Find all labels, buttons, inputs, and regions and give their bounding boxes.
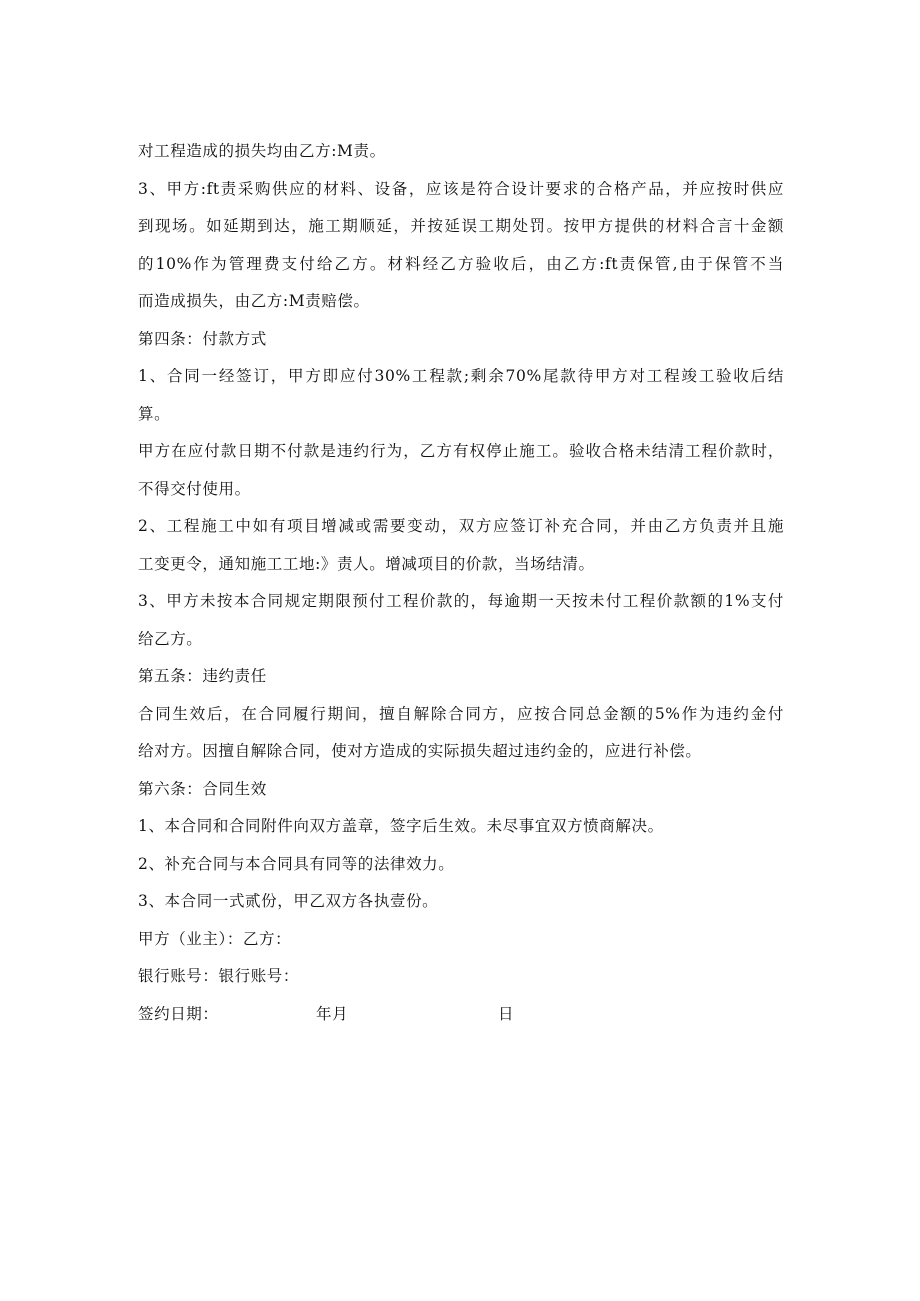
text-line: 甲方在应付款日期不付款是违约行为，乙方有权停止施工。验收合格未结清工程价款时， xyxy=(138,442,784,460)
text-line: 而造成损失，由乙方:M责赔偿。 xyxy=(138,292,370,310)
signing-date-label: 签约日期： xyxy=(138,1004,219,1023)
text-line: 3、甲方未按本合同规定期限预付工程价款的，每逾期一天按未付工程价款额的1%支付 xyxy=(138,592,784,610)
text-line: 3、本合同一式贰份，甲乙双方各执壹份。 xyxy=(138,892,439,910)
text-line: 不得交付使用。 xyxy=(138,479,251,498)
text-line: 合同生效后，在合同履行期间，擅自解除合同方，应按合同总金额的5%作为违约金付 xyxy=(138,704,784,723)
text-line: 1、本合同和合同附件向双方盖章，签字后生效。未尽事宜双方愤商解决。 xyxy=(138,817,664,835)
contract-text-lines xyxy=(138,133,784,996)
text-line: 给乙方。 xyxy=(138,629,203,648)
text-line: 2、工程施工中如有项目增减或需要变动，双方应签订补充合同，并由乙方负责并且施 xyxy=(138,517,784,535)
text-line: 1、合同一经签订，甲方即应付30%工程款;剩余70%尾款待甲方对工程竣工验收后结 xyxy=(138,367,784,385)
text-line: 3、甲方:ft责采购供应的材料、设备，应该是符合设计要求的合格产品，并应按时供应 xyxy=(138,179,784,198)
text-line: 算。 xyxy=(138,404,171,423)
signing-date-day: 日 xyxy=(498,1004,515,1023)
text-line: 对工程造成的损失均由乙方:M责。 xyxy=(138,142,386,160)
section-heading: 第四条：付款方式 xyxy=(138,329,267,348)
contract-body xyxy=(138,133,784,1033)
text-line: 银行账号：银行账号： xyxy=(138,967,300,985)
text-line: 工变更令，通知施工工地:》责人。增减项目的价款，当场结清。 xyxy=(138,554,595,573)
signing-date-year-month: 年月 xyxy=(316,1004,349,1023)
text-line: 给对方。因擅自解除合同，使对方造成的实际损失超过违约金的，应进行补偿。 xyxy=(138,742,702,760)
text-line: 2、补充合同与本合同具有同等的法律效力。 xyxy=(138,854,455,873)
section-heading: 第五条：违约责任 xyxy=(138,667,267,685)
text-line: 甲方（业主）：乙方： xyxy=(138,929,292,948)
text-line: 的10%作为管理费支付给乙方。材料经乙方验收后，由乙方:ft责保管,由于保管不当 xyxy=(138,254,784,273)
section-heading: 第六条：合同生效 xyxy=(138,779,267,798)
text-line: 到现场。如延期到达，施工期顺延，并按延误工期处罚。按甲方提供的材料合言十金额 xyxy=(138,217,784,235)
signing-date-row xyxy=(138,996,784,1034)
